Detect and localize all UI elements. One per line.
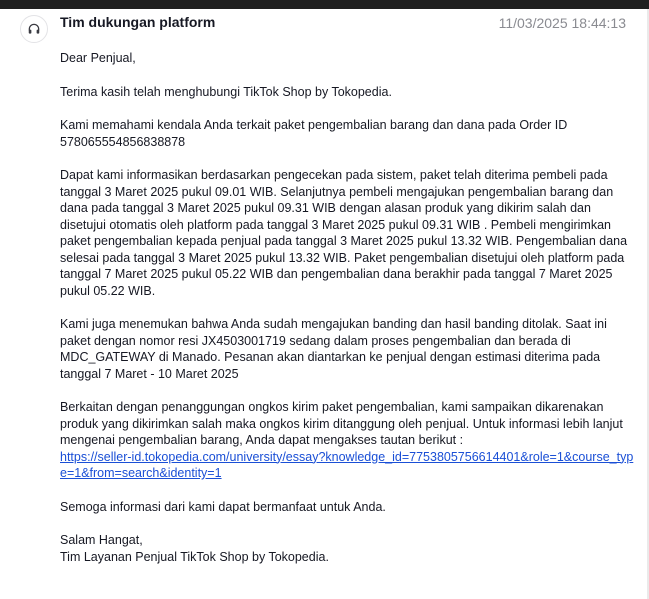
paragraph-order [60,117,635,150]
avatar [20,15,48,43]
university-link[interactable]: https://seller-id.tokopedia.com/university/essay?knowledge_id=7753805756614401&role=1&course_type=1&from=search&identity=1 [60,449,634,480]
paragraph-timeline: Dapat kami informasikan berdasarkan pengecekan pada sistem, paket telah diterima pembeli pada tanggal 3 Maret 2025 pukul 09.01 WIB. Selanjutnya pembeli mengajukan pengembalian barang dan dana pada tanggal 3 Maret 2025 pukul 09.31 WIB dengan alasan produk yang dikirim salah dan disetujui otomatis oleh platform pada tanggal 3 Maret 2025 pukul 09.31 WIB . Pembeli mengirimkan paket pengembalian kepada penjual pada tanggal 3 Maret 2025 pukul 13.32 WIB. Pengembalian dana selesai pada tanggal 3 Maret 2025 pukul 13.32 WIB. Paket pengembalian disetujui oleh platform pada tanggal 7 Maret 2025 pukul 05.22 WIB dan pengembalian dana berakhir pada tanggal 7 Maret 2025 pukul 05.22 WIB. [60,168,628,298]
top-bar [0,0,649,9]
message-timestamp: 11/03/2025 18:44:13 [498,15,626,31]
closing-greeting: Salam Hangat, [60,533,143,547]
order-intro: Kami memahami kendala Anda terkait paket pengembalian barang dan dana pada Order ID [60,118,568,132]
paragraph-wishes: Semoga informasi dari kami dapat bermanfaat untuk Anda. [60,499,386,514]
closing-signature: Tim Layanan Penjual TikTok Shop by Tokopedia. [60,549,329,564]
paragraph-shipping-cost [60,399,635,482]
order-id: 578065554856838878 [60,134,186,149]
headset-icon [27,22,41,36]
message-body [60,50,635,565]
greeting: Dear Penjual, [60,51,136,65]
paragraph-appeal: Kami juga menemukan bahwa Anda sudah mengajukan banding dan hasil banding ditolak. Saat ini paket dengan nomor resi JX4503001719 sedang dalam proses pengembalian dan berada di MDC_GATEWAY di Manado. Pesanan akan diantarkan ke penjual dengan estimasi diterima pada tanggal 7 Maret - 10 Maret 2025 [60,317,607,381]
shipping-cost-text: Berkaitan dengan penanggungan ongkos kirim paket pengembalian, kami sampaikan dikarenakan produk yang dikirimkan salah maka ongkos kirim ditanggung oleh penjual. Untuk informasi lebih lanjut mengenai pengembalian barang, Anda dapat mengakses tautan berikut : [60,400,623,447]
paragraph-thanks: Terima kasih telah menghubungi TikTok Shop by Tokopedia. [60,84,392,99]
sender-name: Tim dukungan platform [60,14,216,30]
closing [60,532,635,565]
